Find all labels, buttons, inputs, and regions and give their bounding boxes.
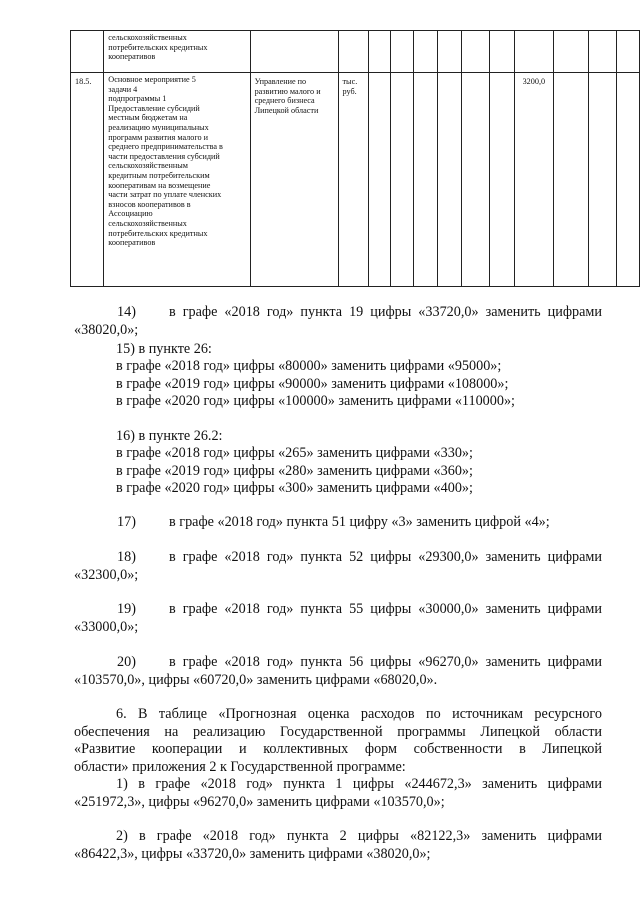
item-15-heading: 15) в пункте 26:	[116, 341, 212, 357]
item-14-number: 14)	[117, 304, 136, 320]
section-6-item-1-continuation: «251972,3», цифры «96270,0» заменить цифрами «103570,0»;	[74, 794, 445, 810]
section-6-item-2: 2) в графе «2018 год» пункта 2 цифры «82122,3» заменить цифрами	[116, 828, 602, 844]
section-6-line-2: обеспечения на реализацию Государственной программы Липецкой области	[74, 724, 602, 740]
unit-cell: тыс. руб.	[339, 73, 368, 287]
item-16-heading: 16) в пункте 26.2:	[116, 428, 223, 444]
measure-name-cell: сельскохозяйственных потребительских кредитных кооперативов	[104, 31, 250, 73]
value-cell-2018: 3200,0	[514, 73, 553, 287]
executor-cell: Управление по развитию малого и среднего бизнеса Липецкой области	[250, 73, 339, 287]
item-18-continuation: «32300,0»;	[74, 567, 139, 583]
item-18-number: 18)	[117, 549, 136, 565]
unit-cell	[339, 31, 368, 73]
item-19-continuation: «33000,0»;	[74, 619, 139, 635]
section-6-line-4: области» приложения 2 к Государственной программе:	[74, 759, 406, 775]
item-19-text: в графе «2018 год» пункта 55 цифры «30000,0» заменить цифрами	[169, 601, 602, 617]
item-15-line-c: в графе «2020 год» цифры «100000» заменить цифрами «110000»;	[116, 393, 515, 409]
measure-name-cell: Основное мероприятие 5 задачи 4 подпрограммы 1 Предоставление субсидий местным бюджетам на реализацию муниципальных программ развития малого и среднего предпринимательства в части предоставления субсидий сельскохозяйственным кредитным потребительским кооперативам на возмещение части затрат по уплате членских взносов кооперативов в Ассоциацию сельскохозяйственных потребительских кредитных кооперативов	[104, 73, 250, 287]
row-number-cell	[71, 31, 104, 73]
measures-table	[70, 30, 640, 287]
section-6-item-1: 1) в графе «2018 год» пункта 1 цифры «244672,3» заменить цифрами	[116, 776, 602, 792]
item-18-text: в графе «2018 год» пункта 52 цифры «29300,0» заменить цифрами	[169, 549, 602, 565]
item-20-text: в графе «2018 год» пункта 56 цифры «96270,0» заменить цифрами	[169, 654, 602, 670]
section-6-line-3: «Развитие кооперации и коллективных форм собственности в Липецкой	[74, 741, 602, 757]
item-15-line-b: в графе «2019 год» цифры «90000» заменить цифрами «108000»;	[116, 376, 509, 392]
item-16-line-b: в графе «2019 год» цифры «280» заменить цифрами «360»;	[116, 463, 473, 479]
item-20-continuation: «103570,0», цифры «60720,0» заменить цифрами «68020,0».	[74, 672, 438, 688]
item-19-number: 19)	[117, 601, 136, 617]
row-number-cell: 18.5.	[71, 73, 104, 287]
section-6-line-1: 6. В таблице «Прогнозная оценка расходов по источникам ресурсного	[116, 706, 602, 722]
item-20-number: 20)	[117, 654, 136, 670]
section-6-item-2-continuation: «86422,3», цифры «33720,0» заменить цифрами «38020,0»;	[74, 846, 431, 862]
table-row	[71, 31, 640, 73]
item-14-continuation: «38020,0»;	[74, 322, 139, 338]
item-17-number: 17)	[117, 514, 136, 530]
item-14-text: в графе «2018 год» пункта 19 цифры «33720,0» заменить цифрами	[169, 304, 602, 320]
executor-cell	[250, 31, 339, 73]
table-row	[71, 73, 640, 287]
item-16-line-a: в графе «2018 год» цифры «265» заменить цифрами «330»;	[116, 445, 473, 461]
item-16-line-c: в графе «2020 год» цифры «300» заменить цифрами «400»;	[116, 480, 473, 496]
item-17-text: в графе «2018 год» пункта 51 цифру «3» заменить цифрой «4»;	[169, 514, 550, 530]
item-15-line-a: в графе «2018 год» цифры «80000» заменить цифрами «95000»;	[116, 358, 502, 374]
